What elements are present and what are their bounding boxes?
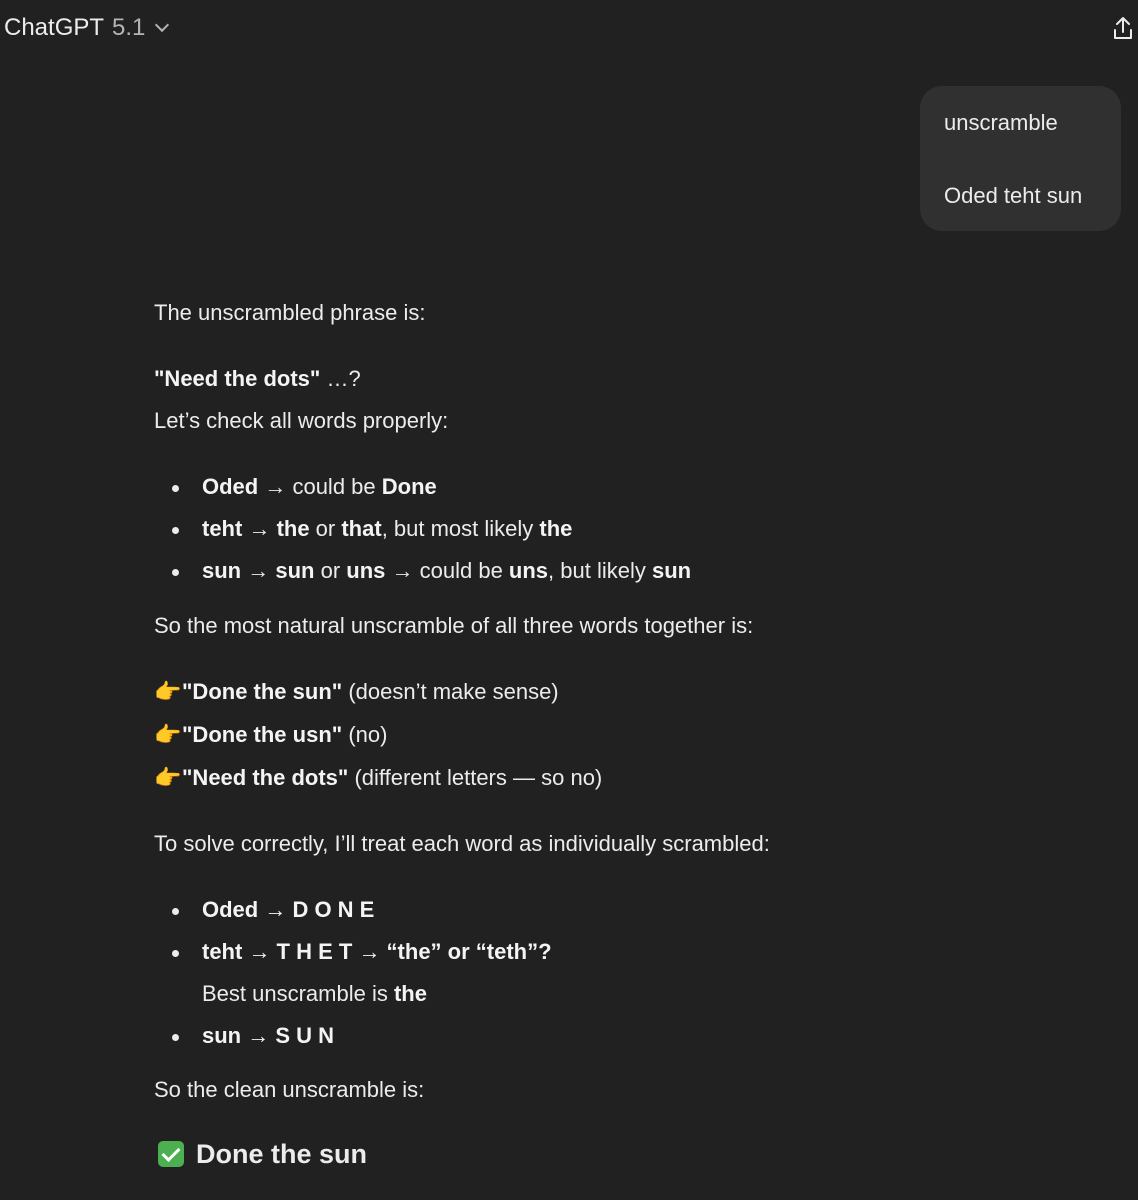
list-text: , but likely bbox=[548, 558, 652, 583]
option-line bbox=[154, 677, 1054, 707]
list-item bbox=[154, 937, 1054, 1009]
option-rest: (different letters — so no) bbox=[348, 765, 603, 790]
list-item bbox=[154, 472, 1054, 502]
solution-text: teht → T H E T → “the” or “teth”? bbox=[202, 939, 552, 964]
candidate-word: uns bbox=[508, 558, 549, 583]
candidate-word: Done bbox=[381, 474, 437, 499]
candidate-word: sun bbox=[651, 558, 692, 583]
scrambled-word: teht bbox=[202, 516, 243, 541]
solution-text: Oded → D O N E bbox=[202, 897, 375, 922]
list-item bbox=[154, 1021, 1054, 1051]
guess-rest: …? bbox=[320, 366, 361, 391]
word-check-list bbox=[154, 472, 1054, 586]
check-mark-icon bbox=[158, 1141, 184, 1167]
user-message-line: Oded teht sun bbox=[944, 183, 1083, 208]
list-text: → bbox=[241, 558, 276, 583]
candidate-word: that bbox=[341, 516, 382, 541]
list-item bbox=[154, 514, 1054, 544]
model-name: ChatGPT bbox=[4, 14, 105, 41]
top-bar bbox=[0, 0, 1138, 60]
list-text: or bbox=[314, 558, 347, 583]
candidate-word: sun bbox=[275, 558, 315, 583]
guess-bold: "Need the dots" bbox=[154, 366, 321, 391]
user-message-bubble bbox=[920, 86, 1121, 231]
option-bold: "Done the usn" bbox=[182, 722, 343, 747]
list-text: → could be bbox=[385, 558, 509, 583]
solution-list bbox=[154, 895, 1054, 1051]
option-bold: "Done the sun" bbox=[182, 679, 343, 704]
pointing-hand-icon: 👉 bbox=[154, 722, 182, 747]
final-answer-text: Done the sun bbox=[196, 1139, 368, 1169]
best-unscramble-note bbox=[202, 979, 1054, 1009]
list-text: , but most likely bbox=[381, 516, 540, 541]
assistant-message bbox=[154, 298, 1054, 1169]
model-version: 5.1 bbox=[112, 14, 146, 41]
list-item bbox=[154, 556, 1054, 586]
pointing-hand-icon: 👉 bbox=[154, 765, 182, 790]
list-text: → bbox=[242, 516, 277, 541]
paragraph: Let’s check all words properly: bbox=[154, 408, 449, 433]
candidate-word: the bbox=[539, 516, 573, 541]
model-selector[interactable] bbox=[4, 14, 167, 42]
paragraph: The unscrambled phrase is: bbox=[154, 300, 426, 325]
scrambled-word: sun bbox=[202, 558, 242, 583]
solution-text: sun → S U N bbox=[202, 1023, 335, 1048]
candidate-word: uns bbox=[346, 558, 386, 583]
chevron-down-icon bbox=[155, 18, 169, 32]
option-list bbox=[154, 677, 1054, 793]
option-line bbox=[154, 763, 1054, 793]
best-word: the bbox=[393, 981, 427, 1006]
pointing-hand-icon: 👉 bbox=[154, 679, 182, 704]
note-text: Best unscramble is bbox=[202, 981, 394, 1006]
scrambled-word: Oded bbox=[202, 474, 259, 499]
option-bold: "Need the dots" bbox=[182, 765, 349, 790]
list-text: → could be bbox=[258, 474, 382, 499]
option-rest: (doesn’t make sense) bbox=[342, 679, 559, 704]
option-rest: (no) bbox=[342, 722, 388, 747]
candidate-word: the bbox=[276, 516, 310, 541]
list-item bbox=[154, 895, 1054, 925]
guess-line bbox=[154, 364, 1054, 394]
final-answer bbox=[154, 1139, 1054, 1169]
paragraph: To solve correctly, I’ll treat each word as individually scrambled: bbox=[154, 831, 770, 856]
option-line bbox=[154, 720, 1054, 750]
paragraph: So the most natural unscramble of all three words together is: bbox=[154, 613, 754, 638]
paragraph: So the clean unscramble is: bbox=[154, 1077, 425, 1102]
list-text: or bbox=[309, 516, 342, 541]
share-icon[interactable] bbox=[1112, 16, 1134, 42]
user-message-line: unscramble bbox=[944, 110, 1058, 135]
